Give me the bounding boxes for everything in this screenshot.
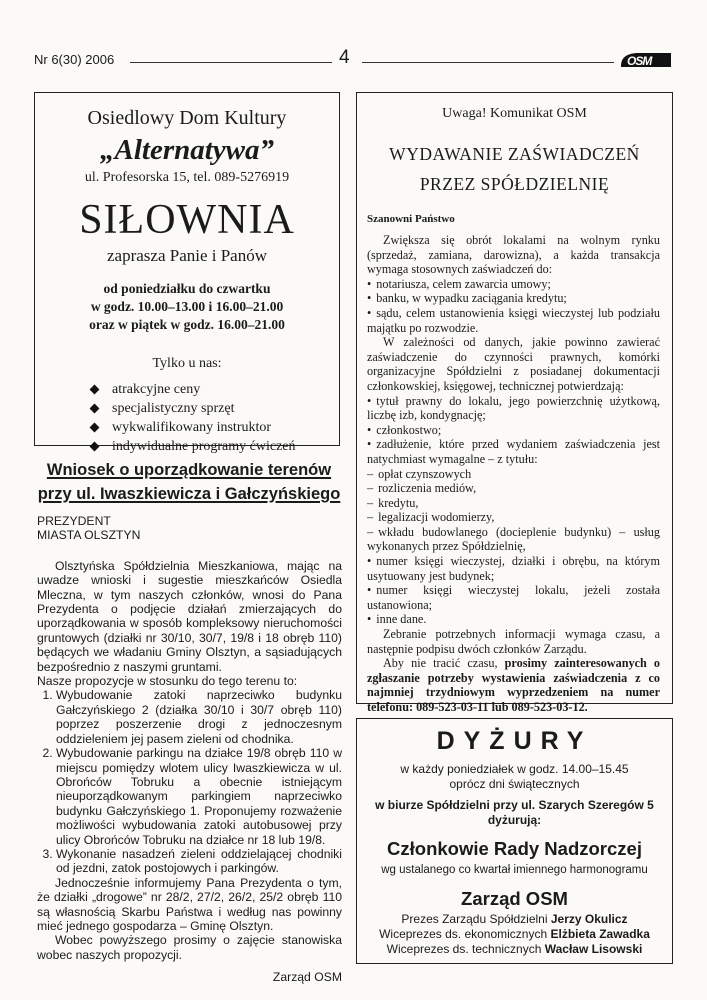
diamond-bullet-icon xyxy=(90,442,100,452)
feature-label: wykwalifikowany instruktor xyxy=(112,420,272,435)
supervisory-board-schedule: wg ustalanego co kwartał imiennego harmonogramu xyxy=(381,864,648,876)
notice-para2: W zależności od danych, jakie powinno zawierać zaświadczenie do czynności prawnych, komórki organizacyjne Spółdzielni z posiadanej dokumentacji członkowskiej, księgowej, technicznej potwierdzają: xyxy=(367,335,660,393)
feature-label: specjalistyczny sprzęt xyxy=(112,401,235,416)
header-rule-right xyxy=(362,62,614,63)
header-rule-left xyxy=(130,62,332,63)
board-member xyxy=(357,942,672,957)
confirm-item: • numer księgi wieczystej, działki i obrębu, na którym usytuowany jest budynek; xyxy=(367,554,660,583)
target-item: • notariusza, celem zawarcia umowy; xyxy=(367,277,660,292)
confirm-item: • numer księgi wieczystej lokalu, jeżeli została ustanowiona; xyxy=(367,583,660,612)
proposal-item: 2. Wybudowanie parkingu na działce 19/8 obręb 110 w miejscu pomiędzy wlotem ulicy Iwaszkiewicza w ul. Obrońców Tobruku a obecnie istniejącym nieuporządkowanym parkingiem naprzeciwko budynku Gałczyńskiego 1. Proponujemy rozważenie możliwości wybudowania zatoki autobusowej przy ulicy Obrońców Tobruku na działce nr 18 lub 19/8. xyxy=(56,746,342,847)
features-lead: Tylko u nas: xyxy=(152,356,222,371)
confirm-item: • członkostwo; xyxy=(367,423,660,438)
culture-center-title: „Alternatywa” xyxy=(99,134,274,166)
duty-except: oprócz dni świątecznych xyxy=(449,777,580,791)
member-name: Wacław Lisowski xyxy=(544,942,643,956)
confirm-item: • tytuł prawny do lokalu, jego powierzchnię użytkową, liczbę izb, kondygnację; xyxy=(367,394,660,423)
notice-para3: Zebranie potrzebnych informacji wymaga czasu, a następnie podpisu dwóch członków Zarządu. xyxy=(367,627,660,656)
diamond-bullet-icon xyxy=(90,423,100,433)
notice-para4-lead: Aby nie tracić czasu, xyxy=(383,656,498,671)
feature-item xyxy=(91,418,339,437)
member-name: Jerzy Okulicz xyxy=(550,912,628,926)
supervisory-board-heading: Członkowie Rady Nadzorczej xyxy=(387,838,642,859)
duty-on-duty: dyżurują: xyxy=(487,813,542,827)
member-role: Wiceprezes ds. ekonomicznych xyxy=(379,927,548,941)
member-role: Wiceprezes ds. technicznych xyxy=(386,942,542,956)
features-list xyxy=(91,380,339,456)
member-name: Elżbieta Zawadka xyxy=(550,927,650,941)
notice-salutation: Szanowni Państwo xyxy=(367,213,455,225)
proposal-item: 1. Wybudowanie zatoki naprzeciwko budynku Gałczyńskiego 2 (działka 30/10 i 30/7 obręb 110) poprzez poszerzenie drogi z jednoczesnym oddzieleniem jej pasem zieleni od chodnika. xyxy=(56,688,342,746)
notice-targets xyxy=(367,277,660,335)
addressee-line: MIASTA OLSZTYN xyxy=(37,528,141,543)
notice-para4 xyxy=(367,656,660,714)
proposals-list xyxy=(37,688,342,875)
member-role: Prezes Zarządu Spółdzielni xyxy=(401,912,548,926)
notice-para4-bold: prosimy zainteresowanych o zgłaszanie potrzeby wystawienia zaświadczenia z co najmniej trzydniowym wyprzedzeniem na numer telefonu: 089-523-03-11 lub 089-523-03-12. xyxy=(367,656,661,714)
feature-item xyxy=(91,380,339,399)
duty-when: w każdy poniedziałek w godz. 14.00–15.45 xyxy=(400,762,629,776)
board-member xyxy=(357,912,672,927)
gym-ad xyxy=(34,92,340,454)
duty-box xyxy=(356,718,673,964)
notice-title-line1: WYDAWANIE ZAŚWIADCZEŃ xyxy=(389,144,640,164)
proposals-lead: Nasze propozycje w stosunku do tego terenu to: xyxy=(37,674,298,689)
notice-kicker: Uwaga! Komunikat OSM xyxy=(442,106,587,121)
debt-item: – wkładu budowlanego (docieplenie budynku) – usług wykonanych przez Spółdzielnię, xyxy=(367,525,660,554)
request-intro: Olsztyńska Spółdzielnia Mieszkaniowa, mając na uwadze wnioski i sugestie mieszkańców Osiedla Mleczna, w tym naszych członków, wnosi do Pana Prezydenta o podjęcie działań zmierzających do uporządkowania w sposób kompleksowy nieruchomości gruntowych (działki nr 30/10, 30/7, 19/8 i 18 obręb 110) będących we władaniu Gminy Olsztyn, a sąsiadujących bezpośrednio z naszymi gruntami. xyxy=(37,558,342,674)
request-title xyxy=(37,458,341,506)
gym-headline: SIŁOWNIA xyxy=(79,197,295,243)
target-item: • banku, w wypadku zaciągania kredytu; xyxy=(367,291,660,306)
confirm-item: • zadłużenie, które przed wydaniem zaświadczenia jest natychmiast wymagalne – z tytułu: xyxy=(367,437,660,466)
request-title-line1: Wniosek o uporządkowanie terenów xyxy=(46,461,332,479)
hours-line: w godz. 10.00–13.00 i 16.00–21.00 xyxy=(90,299,284,314)
request-closing: Wobec powyższego prosimy o zajęcie stanowiska wobec naszych propozycji. xyxy=(37,933,342,962)
debt-item: – opłat czynszowych xyxy=(367,467,660,482)
debt-item: – rozliczenia mediów, xyxy=(367,481,660,496)
duty-where: w biurze Spółdzielni przy ul. Szarych Szeregów 5 xyxy=(375,798,654,812)
debt-item: – kredytu, xyxy=(367,496,660,511)
board-member xyxy=(357,927,672,942)
notice-intro: Zwiększa się obrót lokalami na wolnym rynku (sprzedaż, zamiana, darowizna), a każda transakcja wymaga stosownych zaświadczeń do: xyxy=(367,233,660,277)
notice-confirms xyxy=(367,394,660,628)
page-number: 4 xyxy=(339,47,350,68)
request-signature: Zarząd OSM xyxy=(272,970,342,985)
addressee-line: PREZYDENT xyxy=(37,514,111,528)
duty-title: DYŻURY xyxy=(436,727,593,755)
hours-line: oraz w piątek w godz. 16.00–21.00 xyxy=(89,317,285,332)
diamond-bullet-icon xyxy=(90,404,100,414)
confirm-item: • inne dane. xyxy=(367,612,660,627)
management-board-heading: Zarząd OSM xyxy=(461,888,568,909)
gym-invite: zaprasza Panie i Panów xyxy=(106,246,268,265)
request-info: Jednocześnie informujemy Pana Prezydenta o tym, że działki „drogowe” nr 28/2, 27/2, 26/2, 25/2 obręb 110 są własnością Skarbu Państwa i według nas powinny mieć jednego gospodarza – Gminę Olsztyn. xyxy=(37,875,342,933)
feature-item xyxy=(91,399,339,418)
feature-item xyxy=(91,437,339,456)
request-title-line2: przy ul. Iwaszkiewicza i Gałczyńskiego xyxy=(37,485,341,503)
feature-label: indywidualne programy ćwiczeń xyxy=(112,439,296,454)
request-body xyxy=(37,514,342,985)
notice-box xyxy=(356,92,673,714)
osm-logo-icon xyxy=(619,50,673,70)
hours-line: od poniedziałku do czwartku xyxy=(103,281,271,296)
issue-number: Nr 6(30) 2006 xyxy=(34,52,115,67)
notice-body xyxy=(367,233,660,715)
feature-label: atrakcyjne ceny xyxy=(112,382,201,397)
logo-text: OSM xyxy=(627,54,652,68)
target-item: • sądu, celem ustanowienia księgi wieczystej lub podziału majątku po rozwodzie. xyxy=(367,306,660,335)
culture-center-address: ul. Profesorska 15, tel. 089-5276919 xyxy=(84,170,290,185)
osm-logo-mark xyxy=(619,50,673,70)
diamond-bullet-icon xyxy=(90,385,100,395)
culture-center-name: Osiedlowy Dom Kultury xyxy=(87,107,287,129)
notice-title-line2: PRZEZ SPÓŁDZIELNIĘ xyxy=(419,174,610,194)
debt-item: – legalizacji wodomierzy, xyxy=(367,510,660,525)
proposal-item: 3. Wykonanie nasadzeń zieleni oddzielającej chodniki od jezdni, zatok postojowych i parkingów. xyxy=(56,847,342,876)
notice-title xyxy=(357,139,672,199)
opening-hours xyxy=(35,280,339,334)
